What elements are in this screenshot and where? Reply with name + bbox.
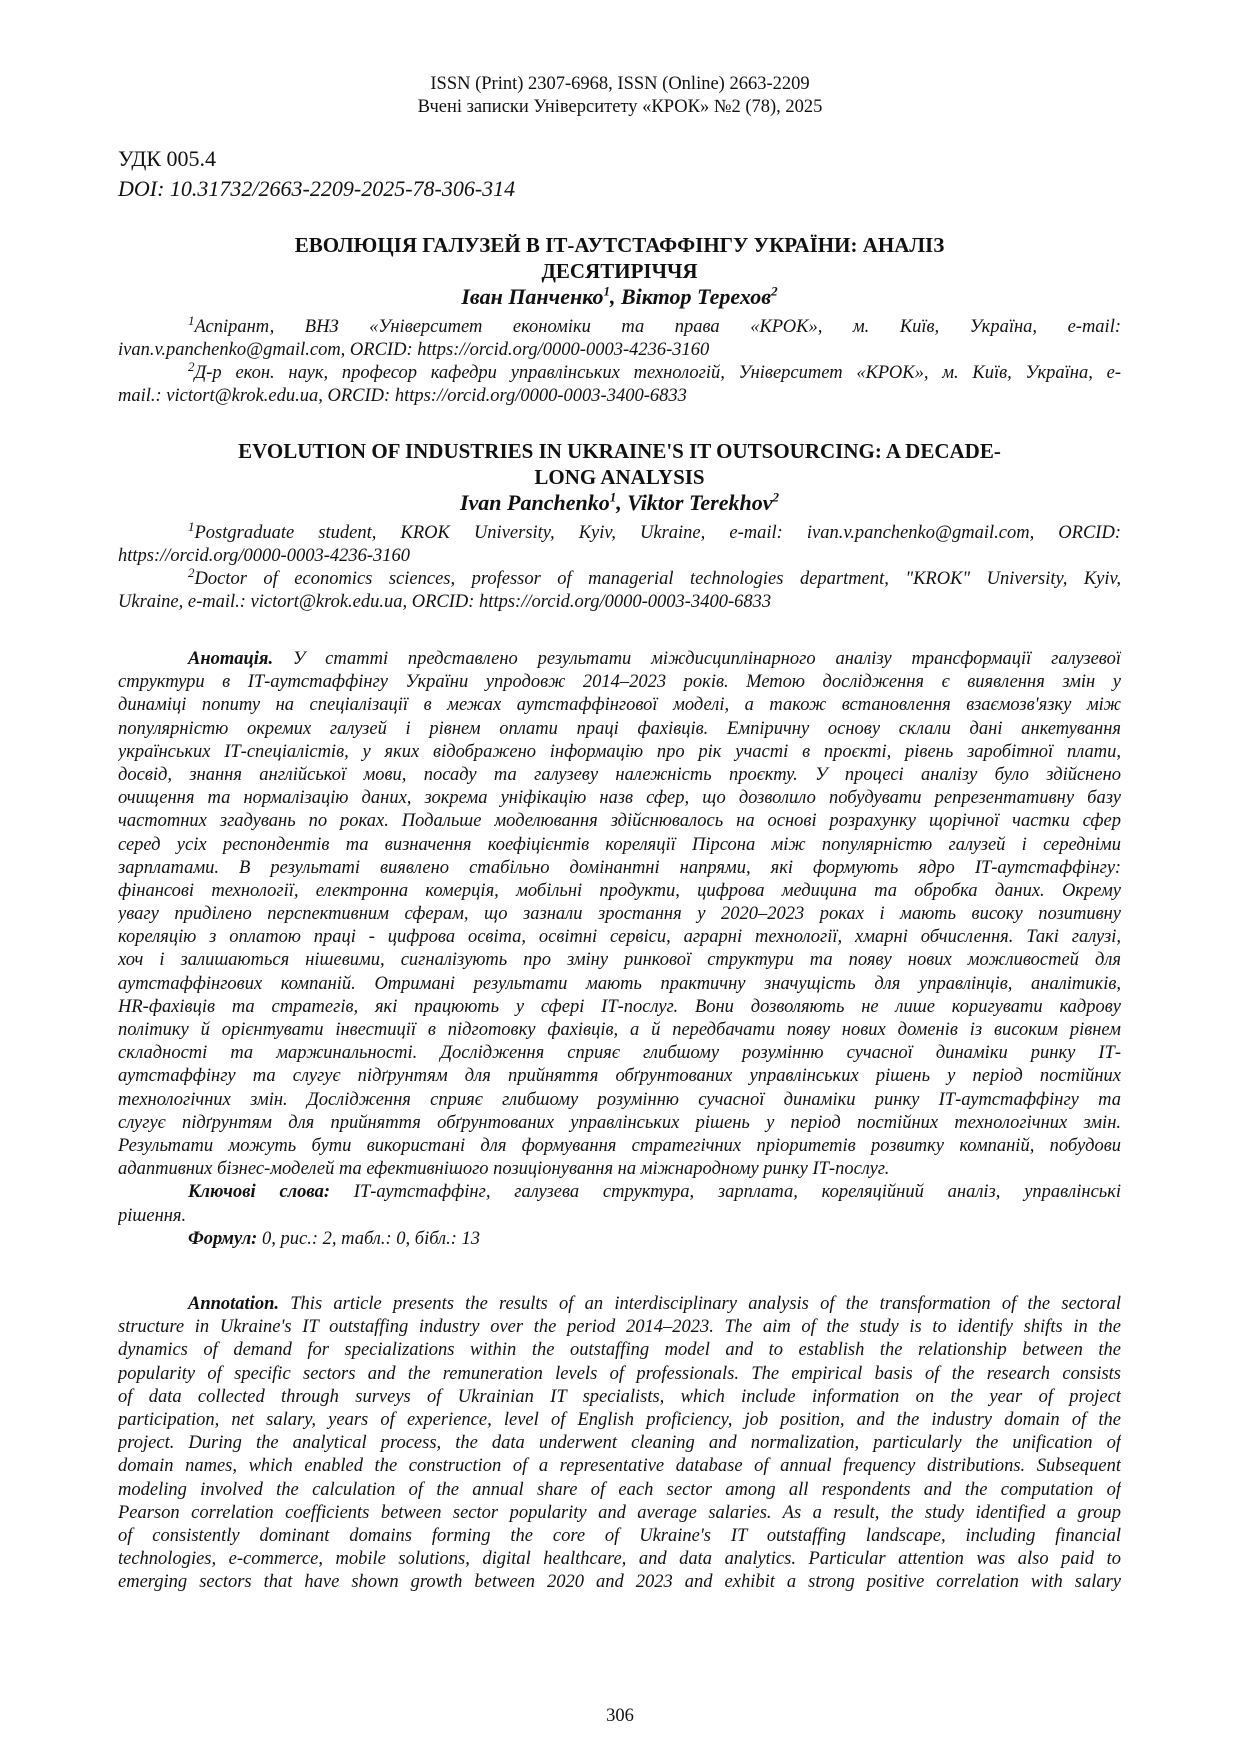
abstract-ua-label: Анотація.	[188, 649, 274, 669]
abstract-ua-line: структури в ІТ-аутстаффінгу України упродовж 2014–2023 років. Метою дослідження є виявлення змін у	[118, 672, 1121, 693]
journal-header	[0, 73, 1240, 119]
ua-authors: Іван Панченко$^1$, Віктор Терехов$^2$	[461, 283, 778, 309]
ua-aff2-line1: $^2$Д-р екон. наук, професор кафедри управлінських технологій, Університет «КРОК», м. Київ, Україна, e-	[188, 358, 1121, 383]
abstract-ua-line: очищення та нормалізацію даних, зокрема уніфікацію назв сфер, що дозволило побудувати репрезентативну базу	[118, 788, 1121, 809]
abstract-ua-line: українських ІТ-спеціалістів, у яких відображено інформацію про рік участі в проєкті, рівень заробітної плати,	[118, 741, 1121, 762]
udk-code: УДК 005.4	[118, 146, 217, 171]
abstract-en-line: domain names, which enabled the construction of a representative database of annual frequency distributions. Subsequent	[118, 1456, 1121, 1477]
en-affiliations	[118, 518, 1121, 614]
abstract-ua-line: складності та маржинальності. Дослідження сприяє глибшому розумінню сучасної динаміки ринку ІТ-	[118, 1043, 1121, 1064]
ua-author2-sup: 2	[771, 283, 778, 299]
abstract-ua	[118, 648, 1121, 1251]
abstract-en-line: Pearson correlation coefficients between sector popularity and average salaries. As a result, the study identified a group	[118, 1502, 1121, 1523]
abstract-ua-line: серед усіх респондентів та визначення коефіцієнтів кореляції Пірсона між популярністю галузей і середніми	[118, 834, 1121, 855]
keywords-ua-line1: Ключові слова: ІТ-аутстаффінг, галузева структура, зарплата, кореляційний аналіз, управлінські	[188, 1182, 1121, 1203]
ua-author2: Віктор Терехов	[620, 284, 772, 309]
en-aff2-line2: Ukraine, e-mail.: victort@krok.edu.ua, ORCID: https://orcid.org/0000-0003-3400-6833	[118, 592, 772, 612]
ua-author1-sup: 1	[603, 283, 610, 299]
en-author2: Viktor Terekhov	[627, 490, 773, 515]
en-title-line2: LONG ANALYSIS	[534, 465, 705, 489]
keywords-ua-label: Ключові слова:	[188, 1182, 330, 1203]
doi: DOI: 10.31732/2663-2209-2025-78-306-314	[118, 176, 516, 201]
abstract-ua-line: фінансові технології, електронна комерція, мобільні продукти, цифрова медицина та обробка даних. Окрему	[118, 880, 1121, 901]
abstract-ua-line: увагу приділено перспективним сферам, що зазнали зростання у 2020–2023 роках і мають високу позитивну	[118, 904, 1121, 925]
abstract-ua-line: політику й орієнтувати інвестиції в підготовку фахівців, а й передбачати появу нових доменів із високим рівнем	[118, 1020, 1121, 1040]
abstract-ua-line: досвід, знання англійської мови, посаду та галузеву належність проєкту. У процесі аналізу було здійснено	[118, 764, 1121, 785]
abstract-en-line: of data collected through surveys of Ukrainian IT specialists, which include information on the year of project	[118, 1386, 1121, 1407]
ua-title-line1: ЕВОЛЮЦІЯ ГАЛУЗЕЙ В ІТ-АУТСТАФФІНГУ УКРАЇНИ: АНАЛІЗ	[294, 233, 945, 257]
abstract-en-line: modeling involved the calculation of the annual share of each sector among all respondents and the computation of	[118, 1479, 1121, 1500]
ua-aff1-sup: 1	[188, 312, 195, 328]
ua-aff1-line2: ivan.v.panchenko@gmail.com, ORCID: https://orcid.org/0000-0003-4236-3160	[118, 340, 710, 360]
en-author1: Ivan Panchenko	[459, 490, 610, 515]
en-title-block	[118, 438, 1121, 516]
en-author2-sup: 2	[772, 489, 779, 505]
abstract-ua-line: слугує підґрунтям для прийняття обґрунтованих управлінських рішень у період постійних технологічних змін.	[118, 1112, 1121, 1133]
abstract-en-line: project. During the analytical process, the data underwent cleaning and normalization, particularly the unification of	[118, 1433, 1121, 1454]
abstract-ua-line: аутстаффінгових компаній. Отримані результати мають практичну значущість для управлінців, аналітиків,	[118, 973, 1121, 994]
ua-aff2-line2: mail.: victort@krok.edu.ua, ORCID: https://orcid.org/0000-0003-3400-6833	[118, 386, 687, 406]
en-aff1-sup: 1	[188, 518, 195, 534]
abstract-ua-line: аутстаффінгу та слугує підґрунтям для прийняття обґрунтованих управлінських рішень у період постійних	[118, 1066, 1121, 1087]
abstract-ua-line: динаміці попиту на спеціалізації в межах аутстаффінгової моделі, а також встановлення взаємозв'язку між	[118, 695, 1121, 716]
journal-line: Вчені записки Університету «КРОК» №2 (78), 2025	[417, 97, 823, 117]
keywords-ua-line2: рішення.	[118, 1205, 187, 1226]
abstract-en-line: emerging sectors that have shown growth between 2020 and 2023 and exhibit a strong positive correlation with salary	[118, 1572, 1121, 1593]
abstract-en-line: popularity of specific sectors and the remuneration levels of professionals. The empirical basis of the research consists	[118, 1363, 1121, 1384]
en-aff2-sup: 2	[188, 564, 195, 580]
en-aff1-line2: https://orcid.org/0000-0003-4236-3160	[118, 546, 411, 566]
en-title-line1: EVOLUTION OF INDUSTRIES IN UKRAINE'S IT OUTSOURCING: A DECADE-	[238, 439, 1001, 463]
abstract-ua-line: адаптивних бізнес-моделей та ефективнішого позиціонування на міжнародному ринку ІТ-послуг.	[118, 1159, 890, 1180]
abstract-en-line: Annotation. This article presents the results of an interdisciplinary analysis of the transformation of the sectoral	[188, 1294, 1121, 1314]
abstract-ua-line: технологічних змін. Дослідження сприяє глибшому розумінню сучасної динаміки ринку ІТ-аутстаффінгу та	[118, 1089, 1121, 1110]
en-aff1-line1: $^1$Postgraduate student, KROK University, Kyiv, Ukraine, e-mail: ivan.v.panchenko@gmail.com, ORCID:	[188, 518, 1121, 543]
ua-title-block	[118, 232, 1121, 310]
abstract-en-line: participation, net salary, years of experience, level of English proficiency, job position, and the industry domain of the	[118, 1409, 1121, 1430]
issn-line: ISSN (Print) 2307-6968, ISSN (Online) 2663-2209	[430, 74, 810, 94]
en-authors: Ivan Panchenko$^1$, Viktor Terekhov$^2$	[459, 489, 779, 515]
en-aff2-line1: $^2$Doctor of economics sciences, professor of managerial technologies department, "KROK" University, Kyiv,	[188, 564, 1121, 589]
abstract-en-label: Annotation.	[188, 1294, 280, 1314]
abstract-ua-line: кореляцію з оплатою праці - цифрова освіта, освітні сервіси, аграрні технології, хмарні обчислення. Такі галузі,	[118, 927, 1121, 948]
abstract-ua-line: Анотація. У статті представлено результати міждисциплінарного аналізу трансформації галузевої	[188, 649, 1121, 669]
page-number: 306	[606, 1706, 634, 1726]
ua-aff1-line1: $^1$Аспірант, ВНЗ «Університет економіки та права «КРОК», м. Київ, Україна, e-mail:	[188, 312, 1121, 337]
en-author1-sup: 1	[609, 489, 617, 505]
abstract-en-line: dynamics of demand for specializations within the outstaffing model and to establish the relationship between the	[118, 1340, 1121, 1361]
formulas-ua: Формул: 0, рис.: 2, табл.: 0, бібл.: 13	[188, 1228, 481, 1249]
abstract-en-line: structure in Ukraine's IT outstaffing industry over the period 2014–2023. The aim of the study is to identify shifts in the	[118, 1317, 1121, 1338]
abstract-ua-line: Результати можуть бути використані для формування стратегічних пріоритетів розвитку компаній, побудови	[118, 1135, 1121, 1156]
abstract-ua-line: хоч і залишаються нішевими, сигналізують про зміну ринкової структури та появу нових можливостей для	[118, 950, 1121, 971]
ua-title-line2: ДЕСЯТИРІЧЧЯ	[541, 259, 698, 283]
ua-author1: Іван Панченко	[461, 284, 604, 309]
abstract-ua-line: зарплатами. В результаті виявлено стабільно домінантні напрями, які формують ядро ІТ-аутстаффінгу:	[118, 857, 1121, 878]
formulas-ua-label: Формул:	[188, 1228, 258, 1249]
ua-aff2-sup: 2	[188, 358, 195, 374]
abstract-ua-line: HR-фахівців та стратегів, які працюють у сфері ІТ-послуг. Вони дозволяють не лише коригувати кадрову	[118, 996, 1121, 1017]
abstract-ua-line: частотних згадувань по роках. Подальше моделювання здійснювалось на основі розрахунку щорічної частки сфер	[118, 811, 1121, 832]
abstract-en-line: technologies, e-commerce, mobile solutions, digital healthcare, and data analytics. Particular attention was also paid to	[118, 1549, 1121, 1570]
abstract-en	[118, 1293, 1121, 1594]
abstract-en-line: of consistently dominant domains forming the core of Ukraine's IT outstaffing landscape, including financial	[118, 1525, 1121, 1546]
ua-affiliations	[118, 312, 1121, 408]
abstract-ua-line: популярністю окремих галузей і рівнем оплати праці фахівців. Емпіричну основу склали дані анкетування	[118, 718, 1121, 739]
